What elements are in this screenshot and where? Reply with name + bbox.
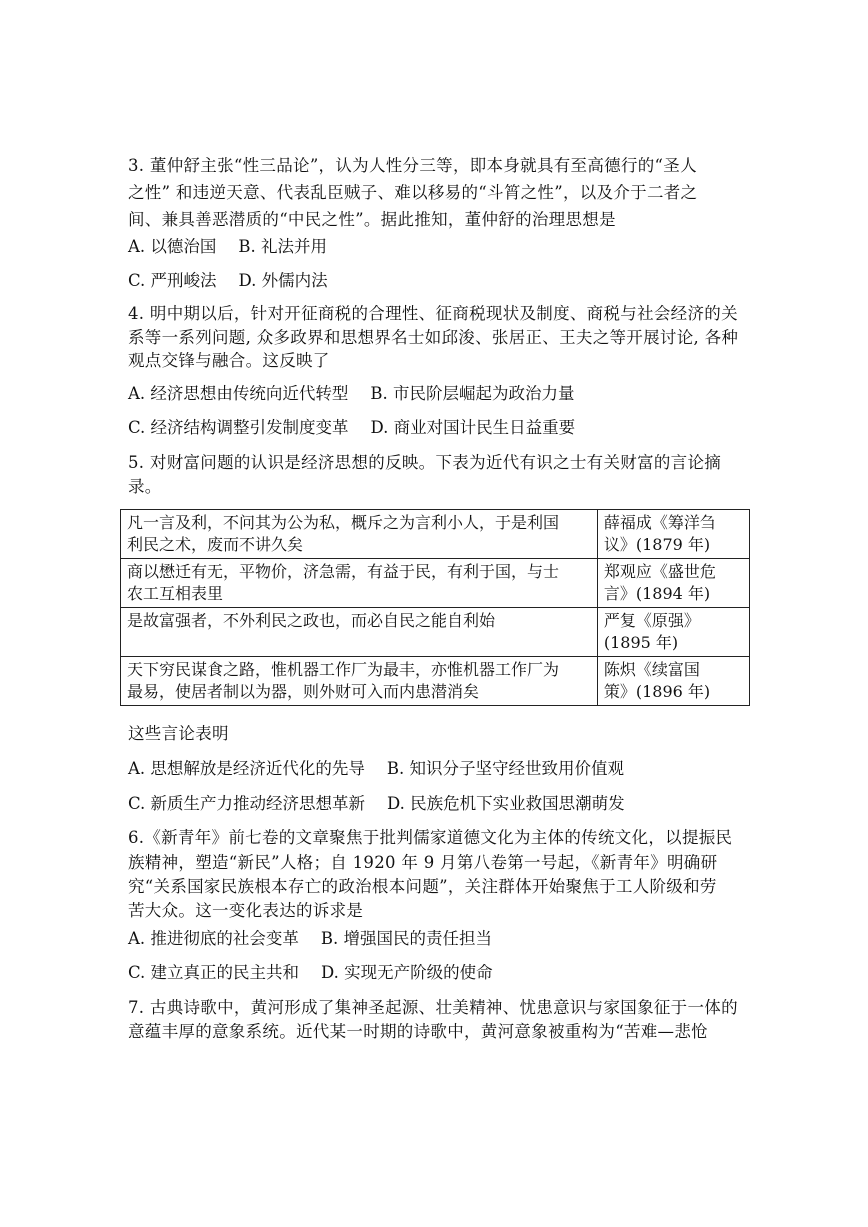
q4-options-row-2 (128, 417, 575, 439)
q3-stem-line-2: 之性” 和违逆天意、代表乱臣贼子、难以移易的“斗筲之性”，以及介于二者之 (128, 183, 698, 202)
quote-line: 天下穷民谋食之路，惟机器工作厂为最丰，亦惟机器工作厂为 (127, 660, 560, 679)
table-cell-source (597, 510, 749, 559)
q3-options-row-2 (128, 270, 328, 292)
q6-stem-line-1: 6.《新青年》前七卷的文章聚焦于批判儒家道德文化为主体的传统文化，以提振民 (128, 828, 733, 847)
quote-line: 利民之术，废而不讲久矣 (127, 535, 304, 554)
q3-option-b: B. 礼法并用 (238, 237, 328, 256)
source-line: 策》(1896 年) (603, 682, 711, 701)
table-row (121, 510, 750, 559)
table-cell-quote (121, 510, 598, 559)
q3-stem-line-3: 间、兼具善恶潜质的“中民之性”。据此推知，董仲舒的治理思想是 (128, 210, 616, 229)
q5-options-row-1 (128, 758, 624, 780)
q4-option-b: B. 市民阶层崛起为政治力量 (370, 384, 575, 403)
quote-line: 是故富强者，不外利民之政也，而必自民之能自利始 (127, 611, 496, 630)
table-row (121, 608, 750, 657)
table-cell-source (597, 657, 749, 706)
q5-stem-line-2: 录。 (128, 477, 162, 496)
q6-option-c: C. 建立真正的民主共和 (128, 963, 300, 982)
q7-stem-line-2: 意蕴丰厚的意象系统。近代某一时期的诗歌中，黄河意象被重构为“苦难—悲怆 (128, 1022, 708, 1041)
q6-option-b: B. 增强国民的责任担当 (320, 929, 493, 948)
q4-option-d: D. 商业对国计民生日益重要 (370, 418, 576, 437)
q6-stem-line-3: 究“关系国家民族根本存亡的政治根本问题”，关注群体开始聚焦于工人阶级和劳 (128, 877, 717, 896)
q6-options-row-2 (128, 962, 493, 984)
quote-line: 凡一言及利，不问其为公为私，概斥之为言利小人，于是利国 (127, 513, 560, 532)
q5-question-stem: 这些言论表明 (128, 724, 229, 743)
source-line: 郑观应《盛世危 (603, 562, 716, 581)
q6-stem-line-4: 苦大众。这一变化表达的诉求是 (128, 901, 364, 920)
table-row (121, 657, 750, 706)
table-cell-quote (121, 559, 598, 608)
q4-options-row-1 (128, 383, 575, 405)
source-line: 议》(1879 年) (603, 535, 711, 554)
q3-option-a: A. 以德治国 (128, 237, 217, 256)
quote-line: 农工互相表里 (127, 584, 224, 603)
q5-options-row-2 (128, 793, 625, 815)
q3-options-row-1 (128, 236, 327, 258)
quote-line: 商以懋迁有无，平物价，济急需，有益于民，有利于国，与士 (127, 562, 560, 581)
source-line: 严复《原强》 (603, 611, 700, 630)
q3-stem-line-1: 3. 董仲舒主张“性三品论”，认为人性分三等，即本身就具有至高德行的“圣人 (128, 156, 697, 175)
source-line: (1895 年) (603, 633, 679, 652)
table-cell-quote (121, 608, 598, 657)
q4-option-c: C. 经济结构调整引发制度变革 (128, 418, 349, 437)
quote-line: 最易，使居者制以为器，则外财可入而内患潜消矣 (127, 682, 480, 701)
source-line: 陈炽《续富国 (603, 660, 700, 679)
table-cell-quote (121, 657, 598, 706)
q3-option-c: C. 严刑峻法 (128, 271, 217, 290)
q3-option-d: D. 外儒内法 (238, 271, 328, 290)
q4-option-a: A. 经济思想由传统向近代转型 (128, 384, 349, 403)
q5-stem-line-1: 5. 对财富问题的认识是经济思想的反映。下表为近代有识之士有关财富的言论摘 (128, 453, 722, 472)
q4-stem-line-2: 系等一系列问题, 众多政界和思想界名士如邱浚、张居正、王夫之等开展讨论, 各种 (128, 328, 739, 347)
table-row (121, 559, 750, 608)
q5-quotes-table (120, 509, 750, 706)
q5-option-a: A. 思想解放是经济近代化的先导 (128, 759, 365, 778)
q5-option-b: B. 知识分子坚守经世致用价值观 (386, 759, 625, 778)
q7-stem-line-1: 7. 古典诗歌中，黄河形成了集神圣起源、壮美精神、忧患意识与家国象征于一体的 (128, 998, 738, 1017)
table-cell-source (597, 608, 749, 657)
q4-stem-line-1: 4. 明中期以后，针对开征商税的合理性、征商税现状及制度、商税与社会经济的关 (128, 304, 738, 323)
q6-option-a: A. 推进彻底的社会变革 (128, 929, 299, 948)
source-line: 言》(1894 年) (603, 584, 711, 603)
q5-option-c: C. 新质生产力推动经济思想革新 (128, 794, 366, 813)
q6-options-row-1 (128, 928, 492, 950)
q4-stem-line-3: 观点交锋与融合。这反映了 (128, 351, 330, 370)
q6-option-d: D. 实现无产阶级的使命 (321, 963, 493, 982)
source-line: 薛福成《筹洋刍 (603, 513, 716, 532)
table-cell-source (597, 559, 749, 608)
q5-option-d: D. 民族危机下实业救国思潮萌发 (387, 794, 625, 813)
q6-stem-line-2: 族精神，塑造“新民”人格；自 1920 年 9 月第八卷第一号起，《新青年》明确研 (128, 853, 718, 872)
